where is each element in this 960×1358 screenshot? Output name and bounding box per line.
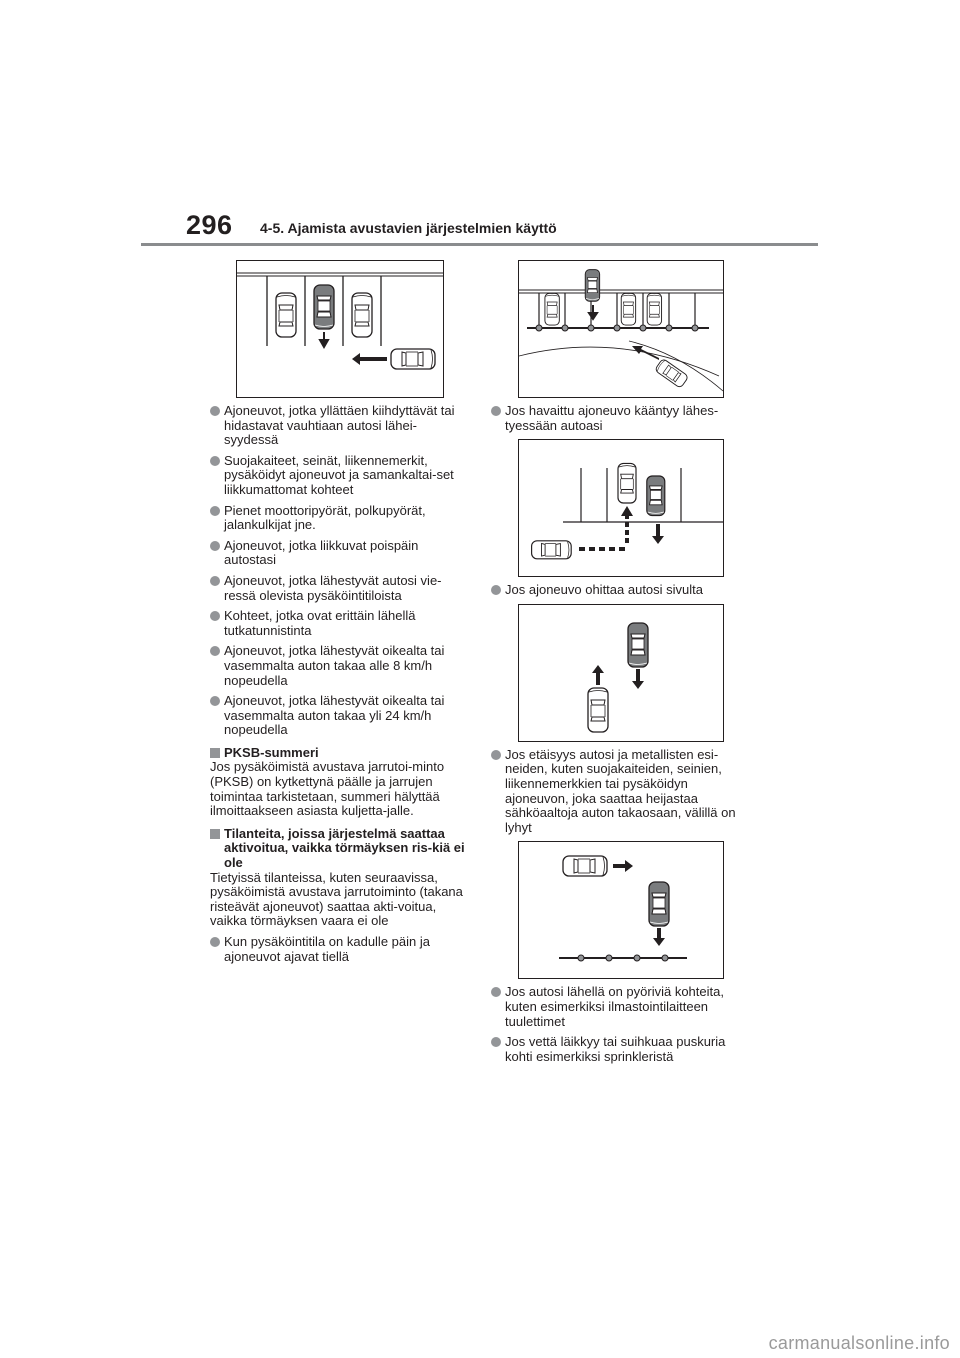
bullet-icon [491, 585, 501, 595]
paragraph: Jos pysäköimistä avustava jarrutoi-minto (PKSB) on kytkettynä päälle ja jarrujen toimintaa tarkistetaan, summeri hälyttää ilmoittaakseen asiasta kuljetta-jalle. [210, 759, 445, 819]
list-item: Ajoneuvot, jotka lähestyvät oikealta tai vasemmalta auton takaa alle 8 km/h nopeudella [210, 644, 468, 688]
right-column [491, 260, 749, 1070]
bullet-icon [491, 987, 501, 997]
list-item: Ajoneuvot, jotka yllättäen kiihdyttävät tai hidastavat vauhtiaan autosi lähei-syydessä [210, 404, 468, 448]
paragraph: Tietyissä tilanteissa, kuten seuraavissa, pysäköimistä avustava jarrutoiminto (takana risteävät ajoneuvot) saattaa akti-voitua, vaikka törmäyksen vaara ei ole [210, 869, 463, 929]
list-item: Jos autosi lähellä on pyöriviä kohteita, kuten esimerkiksi ilmastointilaitteen tuulettimet [491, 985, 749, 1029]
bullet-icon [210, 456, 220, 466]
subheading-pksb-buzzer: PKSB-summeri [210, 746, 468, 761]
square-bullet-icon [210, 829, 220, 839]
figure-turning-vehicle [518, 260, 724, 398]
list-item: Jos ajoneuvo ohittaa autosi sivulta [491, 583, 749, 598]
figure-passing-vehicle [518, 439, 724, 577]
bullet-icon [210, 646, 220, 656]
bullet-icon [210, 696, 220, 706]
bullet-icon [210, 406, 220, 416]
list-item: Kun pysäköintitila on kadulle päin ja ajoneuvot ajavat tiellä [210, 935, 468, 964]
list-item: Pienet moottoripyörät, polkupyörät, jalankulkijat jne. [210, 504, 468, 533]
list-item: Ajoneuvot, jotka lähestyvät autosi vie-ressä olevista pysäköintitiloista [210, 574, 468, 603]
list-item: Jos etäisyys autosi ja metallisten esi-neiden, kuten suojakaiteiden, seinien, liikennemerkkien tai pysäköidyn ajoneuvon, joka saattaa heijastaa sähköaaltoja auton takaosaan, välillä on lyhyt [491, 748, 749, 836]
bullet-icon [210, 541, 220, 551]
list-item: Jos havaittu ajoneuvo kääntyy lähes-tyessään autoasi [491, 404, 749, 433]
bullet-icon [491, 750, 501, 760]
bullet-icon [210, 937, 220, 947]
bullet-icon [491, 1037, 501, 1047]
bullet-icon [210, 576, 220, 586]
bullet-icon [210, 611, 220, 621]
list-item: Ajoneuvot, jotka liikkuvat poispäin autostasi [210, 539, 468, 568]
bullet-icon [491, 406, 501, 416]
left-column [210, 260, 468, 970]
bullet-icon [210, 506, 220, 516]
list-item: Ajoneuvot, jotka lähestyvät oikealta tai vasemmalta auton takaa yli 24 km/h nopeudella [210, 694, 468, 738]
header-rule [141, 243, 818, 246]
figure-parking-lot [236, 260, 444, 398]
figure-metal-objects [518, 841, 724, 979]
list-item: Kohteet, jotka ovat erittäin lähellä tutkatunnistinta [210, 609, 468, 638]
list-item: Jos vettä läikkyy tai suihkuaa puskuria kohti esimerkiksi sprinkleristä [491, 1035, 749, 1064]
figure-side-passing [518, 604, 724, 742]
page-header [0, 0, 960, 250]
list-item: Suojakaiteet, seinät, liikennemerkit, pysäköidyt ajoneuvot ja samankaltai-set liikkumattomat kohteet [210, 454, 468, 498]
square-bullet-icon [210, 748, 220, 758]
section-title: 4-5. Ajamista avustavien järjestelmien käyttö [260, 220, 557, 236]
watermark: carmanualsonline.info [768, 1333, 950, 1353]
subheading-unnecessary-activation: Tilanteita, joissa järjestelmä saattaa aktivoitua, vaikka törmäyksen ris-kiä ei ole [210, 827, 468, 871]
page-number: 296 [186, 210, 233, 240]
